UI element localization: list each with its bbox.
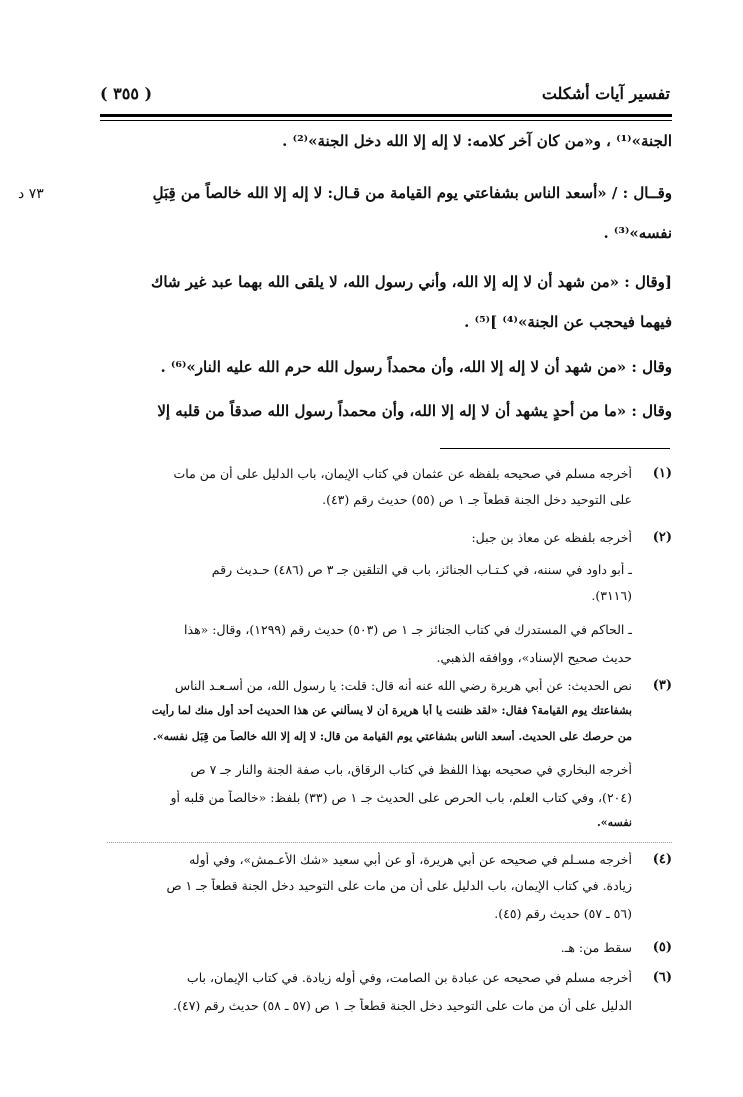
footnote-line: بشفاعتك يوم القيامة؟ فقال: «لقد ظننت يا أبا هريرة أن لا يسألني عن هذا الحديث أحد أول منك لما رأيت <box>151 704 632 717</box>
main-line: [وقال : «من شهد أن لا إله إلا الله، وأني رسول الله، لا يلقى الله بهما عبد غير شاك <box>150 273 672 291</box>
main-line: نفسه»⁽³⁾ . <box>603 224 672 242</box>
footnote-line: على التوحيد دخل الجنة قطعاً جـ ١ ص (٥٥) حديث رقم (٤٣). <box>322 492 632 507</box>
footnote-line: ـ الحاكم في المستدرك في كتاب الجنائز جـ ١ ص (٥٠٣) حديث رقم (١٢٩٩)، وقال: «هذا <box>184 622 632 637</box>
footnote-number: (٥) <box>652 940 672 955</box>
footnote-line: أخرجه مسلم في صحيحه عن عبادة بن الصامت، وفي أوله زيادة. في كتاب الإيمان، باب <box>186 970 632 985</box>
main-line: وقــال : / «أسعد الناس بشفاعتي يوم القيامة من قـال: لا إله إلا الله خالصاً من قِبَلِ <box>152 184 672 202</box>
footnote-number: (٣) <box>652 678 672 693</box>
footnote-line: أخرجه البخاري في صحيحه بهذا اللفظ في كتاب الرقاق، باب صفة الجنة والنار جـ ٧ ص <box>190 762 632 777</box>
footnote-line: (٥٦ ـ ٥٧) حديث رقم (٤٥). <box>494 906 632 921</box>
footnote-line: (٢٠٤)، وفي كتاب العلم، باب الحرص على الحديث جـ ١ ص (٣٣) بلفظ: «خالصاً من قلبه أو <box>170 790 632 805</box>
footnote-line: سقط من: هـ. <box>560 940 632 955</box>
footnote-line: أخرجه مسلم في صحيحه بلفظه عن عثمان في كتاب الإيمان، باب الدليل على أن من مات <box>173 466 632 481</box>
main-line: فيهما فيحجب عن الجنة»⁽⁴⁾ ]⁽⁵⁾ . <box>464 313 672 331</box>
footnote-line: حديث صحيح الإسناد»، ووافقه الذهبي. <box>436 650 632 665</box>
footnote-line: نص الحديث: عن أبي هريرة رضي الله عنه أنه قال: قلت: يا رسول الله، من أسـعـد الناس <box>174 678 632 693</box>
header-rule-thin <box>100 120 672 121</box>
main-line: وقال : «من شهد أن لا إله إلا الله، وأن محمداً رسول الله حرم الله عليه النار»⁽⁶⁾ . <box>160 358 672 376</box>
footnote-line: أخرجه بلفظه عن معاذ بن جبل: <box>471 530 632 545</box>
footnote-line: الدليل على أن من مات على التوحيد دخل الجنة قطعاً جـ ١ ص (٥٧ ـ ٥٨) حديث رقم (٤٧). <box>173 998 632 1013</box>
footnote-line: (٣١١٦). <box>591 588 632 603</box>
header-rule-thick <box>100 114 672 117</box>
footnote-separator <box>440 448 670 449</box>
footnote-line: ـ أبو داود في سننه، في كـتـاب الجنائز، باب في التلقين جـ ٣ ص (٤٨٦) حـديث رقم <box>211 562 632 577</box>
footnote-line: أخرجه مسـلم في صحيحه عن أبي هريرة، أو عن أبي سعيد «شك الأعـمش»، وفي أوله <box>189 852 632 867</box>
page-header <box>100 84 670 108</box>
main-line: الجنة»⁽¹⁾ ، و«من كان آخر كلامه: لا إله إلا الله دخل الجنة»⁽²⁾ . <box>282 132 672 150</box>
running-title: تفسير آيات أشكلت <box>541 84 670 103</box>
footnote-divider <box>107 842 672 843</box>
footnote-number: (٢) <box>652 530 672 545</box>
footnote-line: نفسه». <box>596 816 632 829</box>
footnote-line: من حرصك على الحديث. أسعد الناس بشفاعتي يوم القيامة من قال: لا إله إلا الله خالصاً من قِبَل نفسه». <box>152 730 632 743</box>
margin-note: ٧٣ د <box>18 186 44 202</box>
main-line: وقال : «ما من أحدٍ يشهد أن لا إله إلا الله، وأن محمداً رسول الله صدقاً من قلبه إلا <box>157 402 672 420</box>
page-number: ( ٣٥٥ ) <box>100 84 153 103</box>
footnote-number: (١) <box>652 466 672 481</box>
footnote-number: (٦) <box>652 970 672 985</box>
footnote-number: (٤) <box>652 852 672 867</box>
footnote-line: زيادة. في كتاب الإيمان، باب الدليل على أن من مات على التوحيد دخل الجنة قطعاً جـ ١ ص <box>166 878 632 893</box>
